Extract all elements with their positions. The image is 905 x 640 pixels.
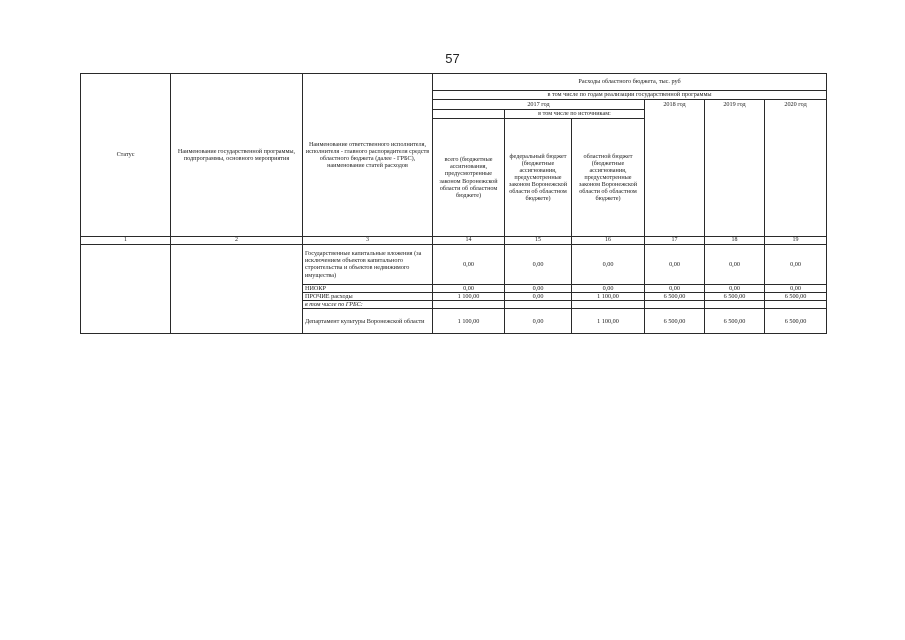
value-cell	[572, 301, 645, 309]
value-cell: 0,00	[572, 244, 645, 284]
program-name-cell	[171, 244, 303, 333]
column-number: 19	[765, 237, 827, 245]
value-cell: 0,00	[705, 284, 765, 292]
value-cell	[505, 301, 572, 309]
value-cell: 6 500,00	[765, 309, 827, 334]
value-cell	[645, 301, 705, 309]
year-2020-header: 2020 год	[765, 100, 827, 237]
federal-column-header: федеральный бюджет (бюджетные ассигнования, предусмотренные законом Воронежской области об областном бюджете)	[505, 119, 572, 237]
executor-header: Наименование ответственного исполнителя, исполнителя - главного распорядителя средств областного бюджета (далее - ГРБС), наименование статей расходов	[303, 74, 433, 237]
by-years-header: в том числе по годам реализации государственной программы	[433, 91, 827, 100]
row-label: ПРОЧИЕ расходы	[303, 293, 433, 301]
value-cell: 1 100,00	[433, 309, 505, 334]
value-cell: 1 100,00	[433, 293, 505, 301]
value-cell: 0,00	[705, 244, 765, 284]
row-label: НИОКР	[303, 284, 433, 292]
total-column-header: всего (бюджетные ассигнования, предусмотренные законом Воронежской области об областном бюджете)	[433, 119, 505, 237]
sources-spacer	[433, 110, 505, 119]
value-cell: 6 500,00	[705, 309, 765, 334]
by-sources-header: в том числе по источникам:	[505, 110, 645, 119]
row-label: Государственные капитальные вложения (за исключением объектов капитального строительства и объектов недвижимого имущества)	[303, 244, 433, 284]
value-cell: 6 500,00	[765, 293, 827, 301]
column-number: 2	[171, 237, 303, 245]
column-number-row	[81, 237, 827, 245]
value-cell: 0,00	[572, 284, 645, 292]
value-cell	[433, 301, 505, 309]
year-2017-header: 2017 год	[433, 100, 645, 110]
value-cell: 0,00	[505, 244, 572, 284]
value-cell: 1 100,00	[572, 309, 645, 334]
value-cell	[705, 301, 765, 309]
value-cell: 0,00	[505, 284, 572, 292]
value-cell: 0,00	[433, 244, 505, 284]
program-name-header: Наименование государственной программы, подпрограммы, основного мероприятия	[171, 74, 303, 237]
value-cell	[765, 301, 827, 309]
table-row	[81, 244, 827, 284]
value-cell: 0,00	[505, 309, 572, 334]
year-2018-header: 2018 год	[645, 100, 705, 237]
column-number: 15	[505, 237, 572, 245]
regional-column-header: областной бюджет (бюджетные ассигнования, предусмотренные законом Воронежской области об областном бюджете)	[572, 119, 645, 237]
column-number: 1	[81, 237, 171, 245]
value-cell: 6 500,00	[645, 293, 705, 301]
status-cell	[81, 244, 171, 333]
column-number: 17	[645, 237, 705, 245]
value-cell: 6 500,00	[645, 309, 705, 334]
value-cell: 0,00	[505, 293, 572, 301]
budget-table	[80, 73, 827, 334]
value-cell: 0,00	[645, 244, 705, 284]
status-header: Статус	[81, 74, 171, 237]
row-label: Департамент культуры Воронежской области	[303, 309, 433, 334]
page-number: 57	[445, 51, 460, 66]
column-number: 3	[303, 237, 433, 245]
value-cell: 0,00	[765, 284, 827, 292]
row-label: в том числе по ГРБС:	[303, 301, 433, 309]
value-cell: 6 500,00	[705, 293, 765, 301]
value-cell: 0,00	[765, 244, 827, 284]
value-cell: 1 100,00	[572, 293, 645, 301]
column-number: 18	[705, 237, 765, 245]
value-cell: 0,00	[433, 284, 505, 292]
column-number: 14	[433, 237, 505, 245]
value-cell: 0,00	[645, 284, 705, 292]
year-2019-header: 2019 год	[705, 100, 765, 237]
expenses-title-header: Расходы областного бюджета, тыс. руб	[433, 74, 827, 91]
column-number: 16	[572, 237, 645, 245]
